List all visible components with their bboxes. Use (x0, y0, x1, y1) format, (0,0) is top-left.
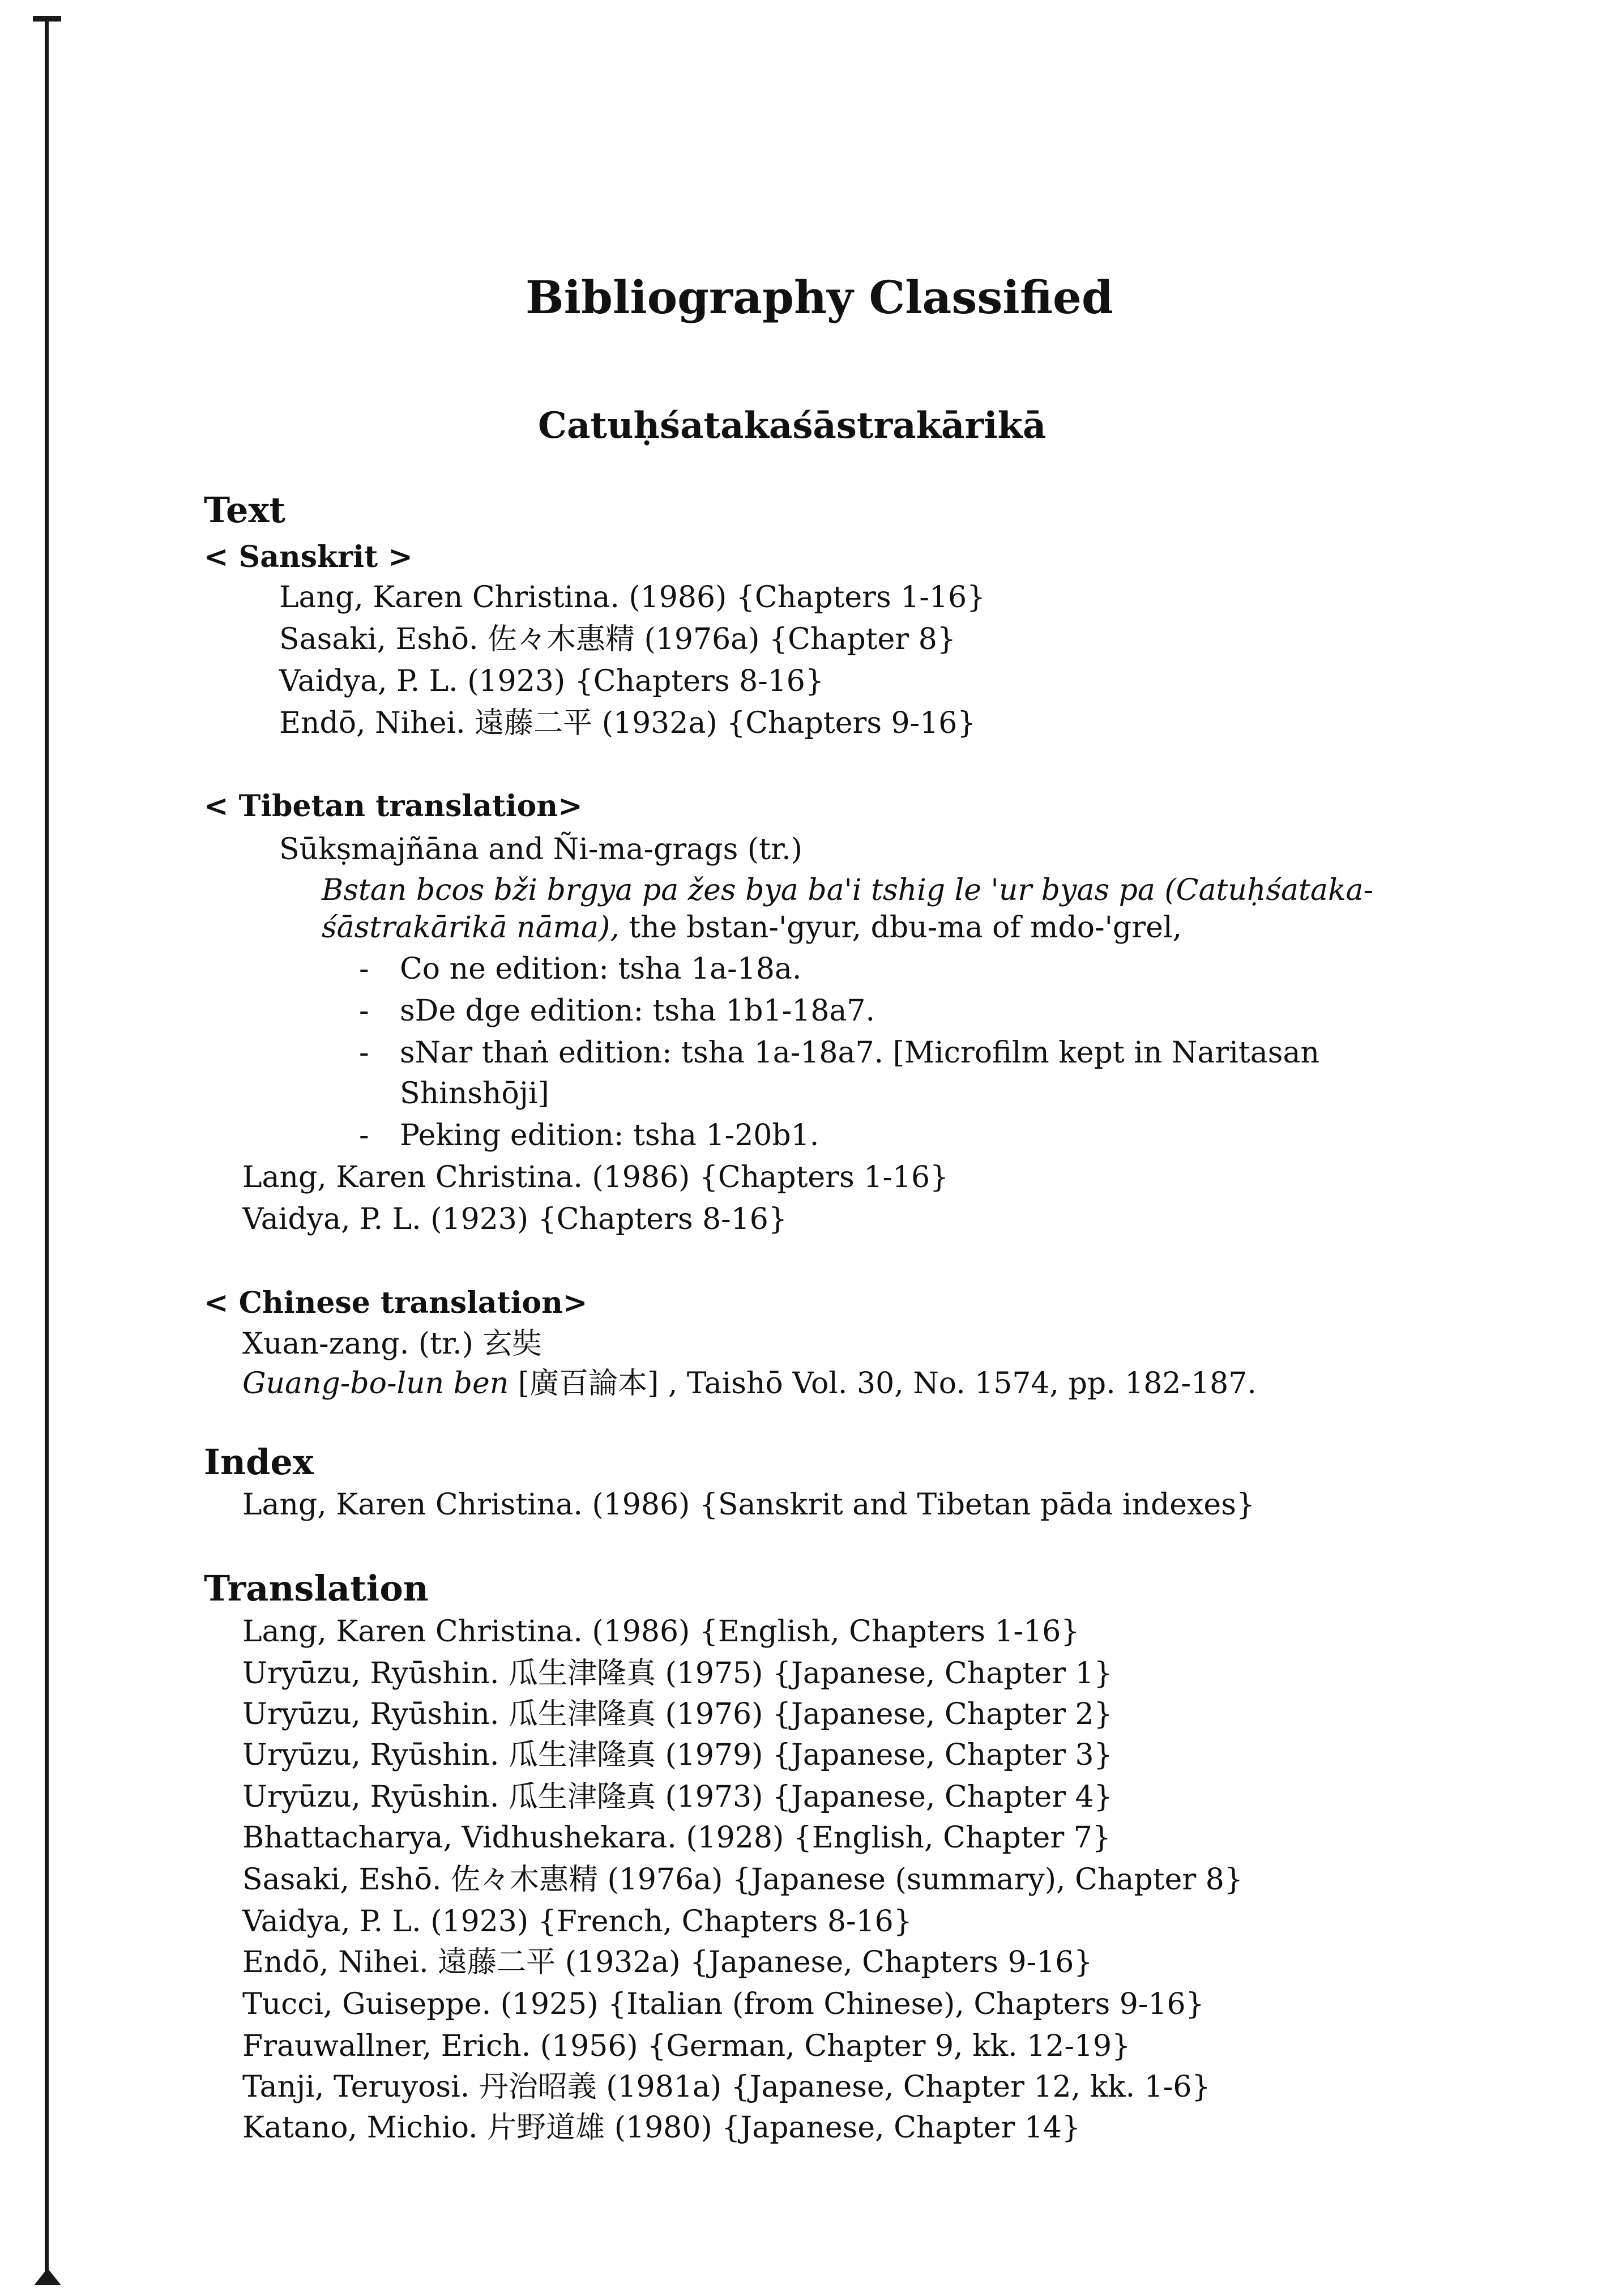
list-item: Lang, Karen Christina. (1986) {Chapters 1-16} (242, 1160, 949, 1194)
binding-rule-top-cap (33, 16, 61, 22)
list-item: Tucci, Guiseppe. (1925) {Italian (from Chinese), Chapters 9-16} (242, 1987, 1205, 2021)
list-item: Vaidya, P. L. (1923) {Chapters 8-16} (279, 664, 824, 698)
subheading-tibetan: < Tibetan translation> (204, 789, 583, 823)
list-item: Uryūzu, Ryūshin. 瓜生津隆真 (1979) {Japanese, Chapter 3} (242, 1738, 1113, 1772)
page-title: Bibliography Classified (526, 271, 1113, 324)
page-subtitle: Catuḥśatakaśāstrakārikā (538, 404, 1047, 447)
section-heading-translation: Translation (204, 1568, 429, 1609)
list-item: Sasaki, Eshō. 佐々木惠精 (1976a) {Chapter 8} (279, 622, 956, 656)
list-item: Katano, Michio. 片野道雄 (1980) {Japanese, Chapter 14} (242, 2111, 1081, 2145)
list-item: Vaidya, P. L. (1923) {French, Chapters 8-16} (242, 1905, 912, 1939)
tibetan-translator: Sūkṣmajñāna and Ñi-ma-grags (tr.) (279, 833, 802, 867)
subheading-sanskrit: < Sanskrit > (204, 540, 413, 574)
list-item: Shinshōji] (400, 1077, 549, 1111)
list-item: Co ne edition: tsha 1a-18a. (400, 952, 802, 986)
tibetan-work-source: the bstan-'gyur, dbu-ma of mdo-'grel, (629, 911, 1182, 945)
list-bullet: - (359, 1036, 369, 1070)
list-item: Tanji, Teruyosi. 丹治昭義 (1981a) {Japanese, Chapter 12, kk. 1-6} (242, 2070, 1211, 2104)
list-item: Uryūzu, Ryūshin. 瓜生津隆真 (1973) {Japanese, Chapter 4} (242, 1780, 1113, 1814)
list-bullet: - (359, 952, 369, 986)
list-item: Uryūzu, Ryūshin. 瓜生津隆真 (1976) {Japanese, Chapter 2} (242, 1697, 1113, 1731)
tibetan-work-title: Bstan bcos bži brgya pa žes bya ba'i tshig le 'ur byas pa (Catuḥśataka- (322, 873, 1374, 907)
tibetan-work-line-2 (322, 911, 1182, 945)
binding-rule-bottom-ornament (34, 2268, 61, 2285)
list-item: Frauwallner, Erich. (1956) {German, Chapter 9, kk. 12-19} (242, 2029, 1131, 2063)
chinese-work-line (242, 1367, 1257, 1401)
list-item: Lang, Karen Christina. (1986) {English, Chapters 1-16} (242, 1615, 1080, 1649)
list-item: Vaidya, P. L. (1923) {Chapters 8-16} (242, 1202, 787, 1236)
list-item: Lang, Karen Christina. (1986) {Chapters 1-16} (279, 581, 986, 614)
list-item: Sasaki, Eshō. 佐々木惠精 (1976a) {Japanese (summary), Chapter 8} (242, 1863, 1243, 1897)
list-bullet: - (359, 994, 369, 1028)
chinese-translator: Xuan-zang. (tr.) 玄奘 (242, 1327, 542, 1361)
list-item: sNar thaṅ edition: tsha 1a-18a7. [Microfilm kept in Naritasan (400, 1036, 1319, 1070)
section-heading-text: Text (204, 489, 286, 531)
list-item: Uryūzu, Ryūshin. 瓜生津隆真 (1975) {Japanese, Chapter 1} (242, 1657, 1113, 1691)
list-item: Endō, Nihei. 遠藤二平 (1932a) {Chapters 9-16} (279, 706, 976, 740)
section-heading-index: Index (204, 1441, 314, 1483)
chinese-work-source: [廣百論本] , Taishō Vol. 30, No. 1574, pp. 182-187. (518, 1367, 1257, 1401)
list-item: Peking edition: tsha 1-20b1. (400, 1119, 819, 1153)
list-item: sDe dge edition: tsha 1b1-18a7. (400, 994, 875, 1028)
list-item: Endō, Nihei. 遠藤二平 (1932a) {Japanese, Chapters 9-16} (242, 1945, 1093, 1979)
subheading-chinese: < Chinese translation> (204, 1286, 588, 1320)
chinese-work-title: Guang-bo-lun ben (242, 1367, 509, 1401)
list-item: Bhattacharya, Vidhushekara. (1928) {English, Chapter 7} (242, 1821, 1111, 1855)
list-item: Lang, Karen Christina. (1986) {Sanskrit and Tibetan pāda indexes} (242, 1488, 1255, 1522)
list-bullet: - (359, 1119, 369, 1153)
tibetan-work-title-cont: śāstrakārikā nāma), (322, 911, 620, 945)
page-binding-rule (45, 18, 49, 2278)
